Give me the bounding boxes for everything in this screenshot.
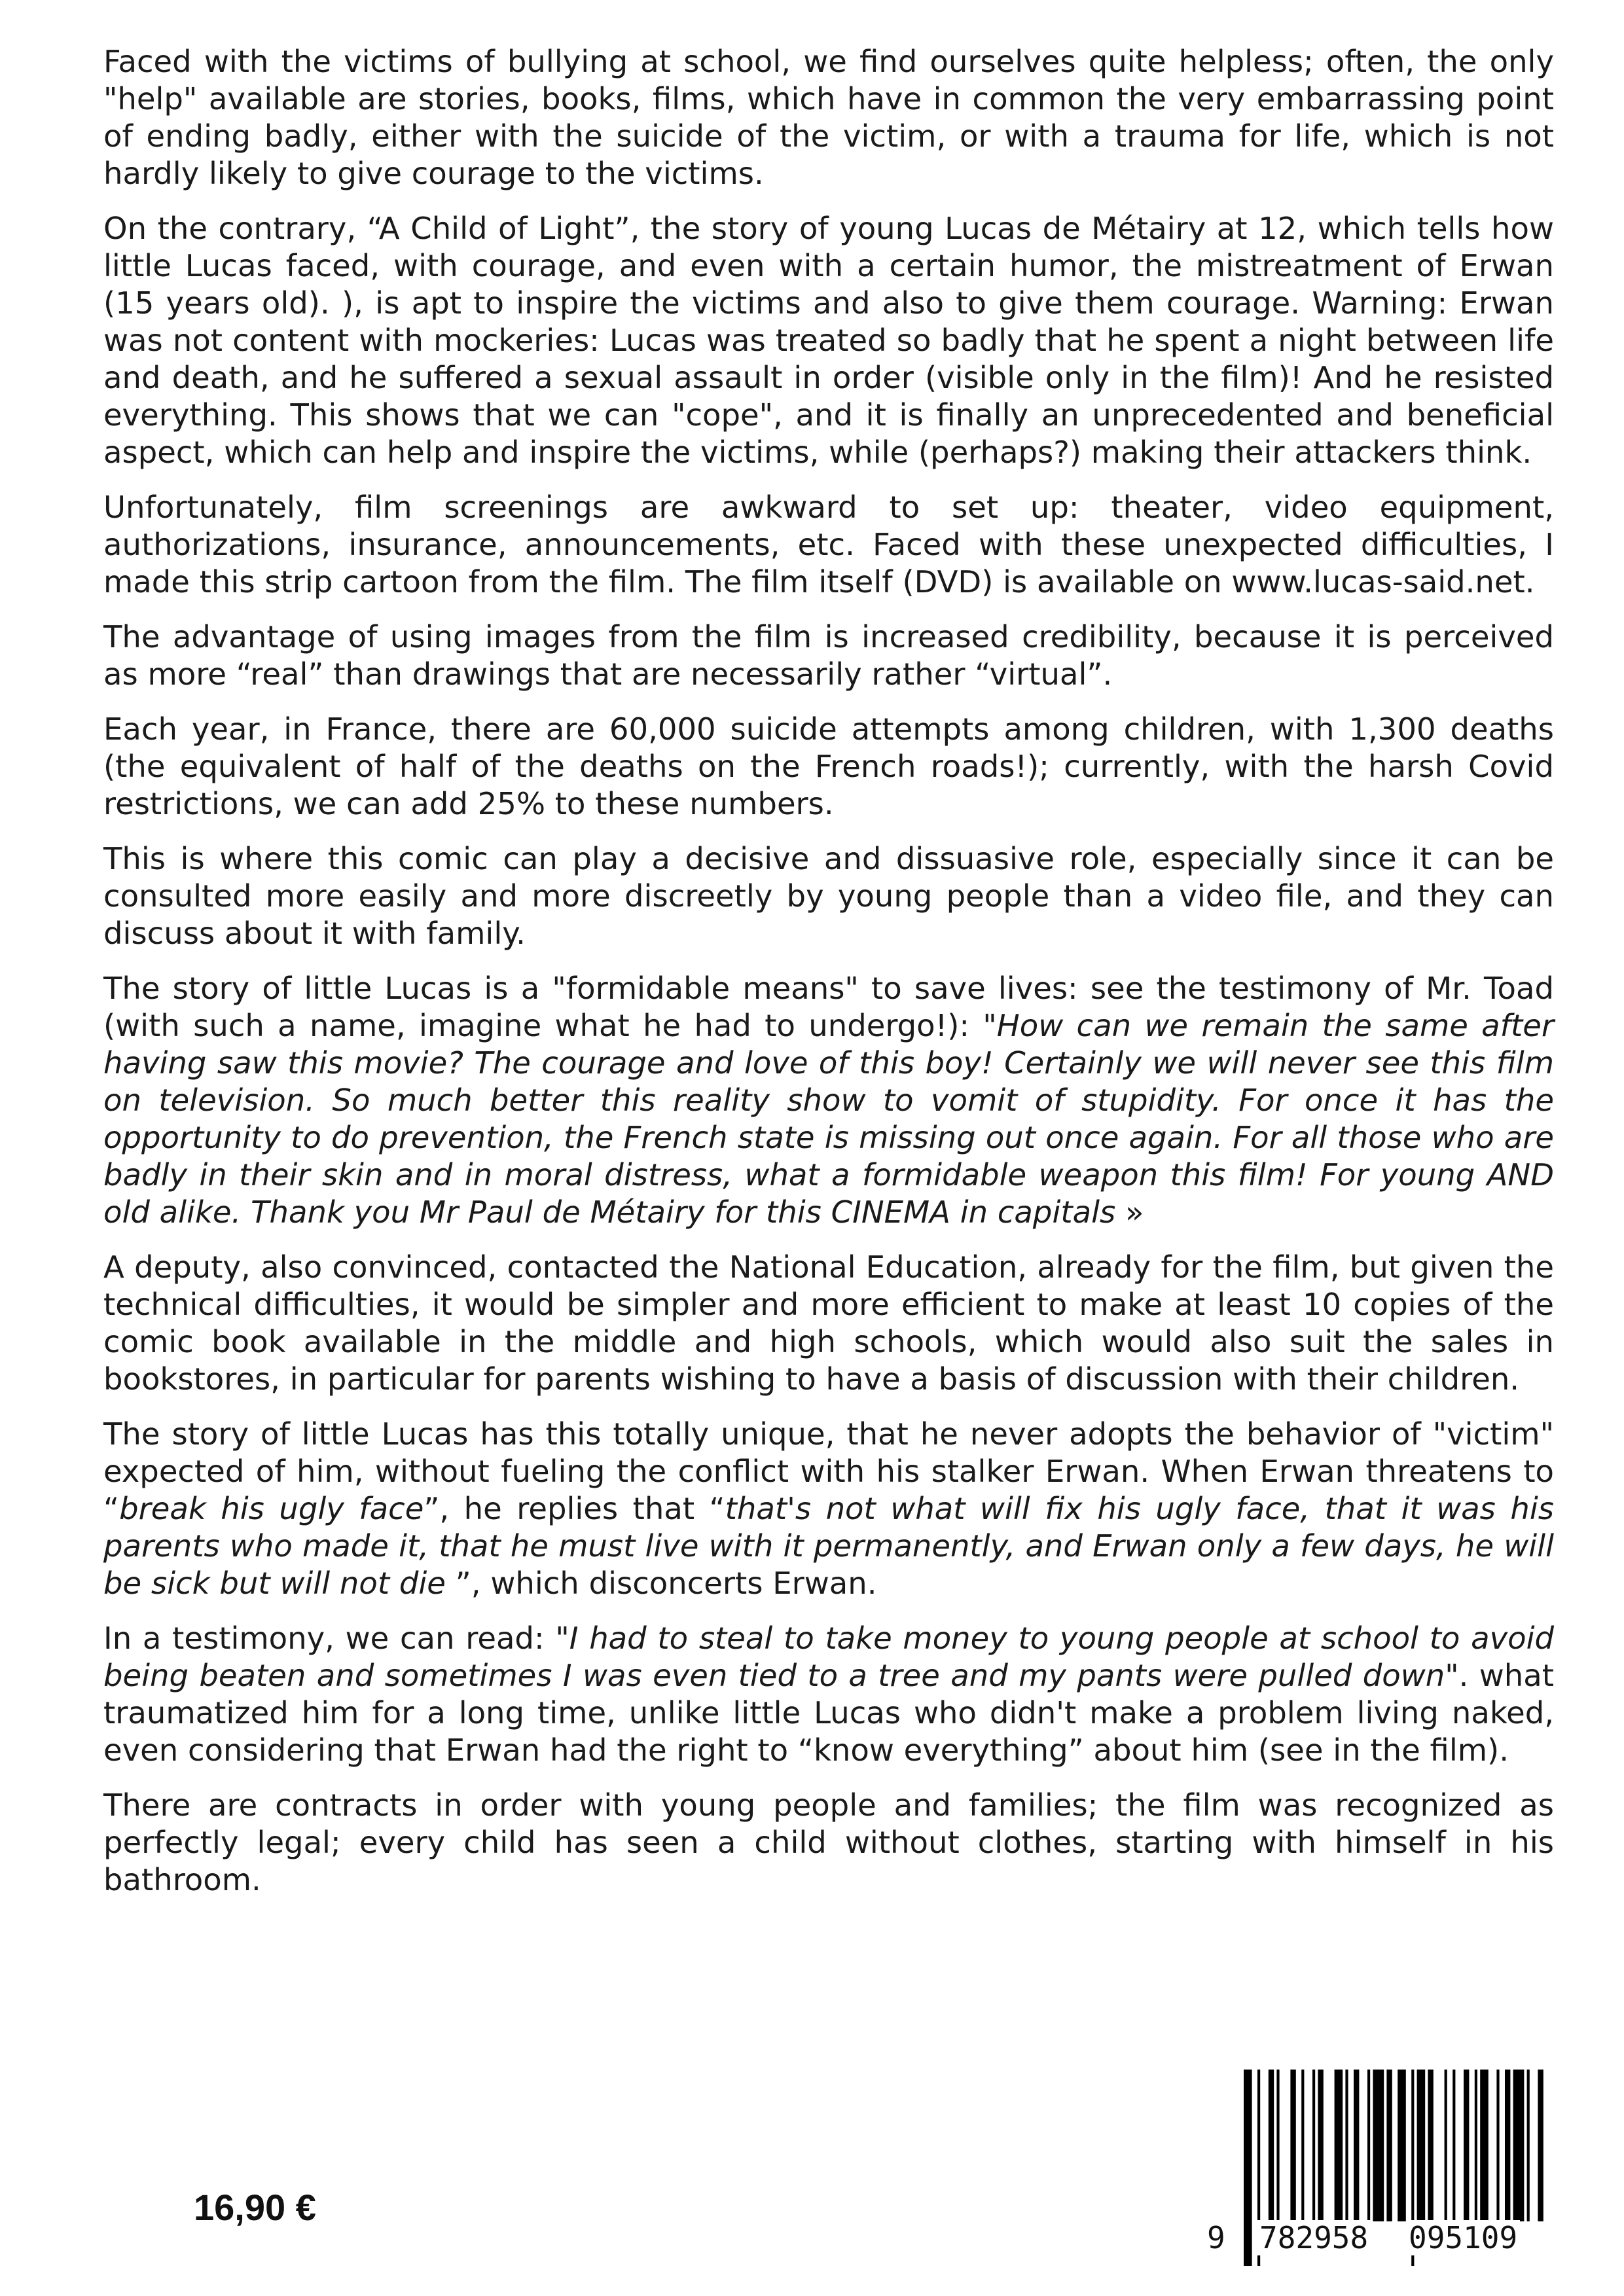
barcode-digits [1207, 2220, 1554, 2259]
paragraph-text: A deputy, also convinced, contacted the National Education, already for the film, but given the technical difficulties, it would be simpler and more efficient to make at least 10 copies of the comic book available in the middle and high schools, which would also suit the sales in bookstores, in particular for parents wishing to have a basis of discussion with their children. [103, 1249, 1554, 1397]
barcode-bar [1318, 2070, 1323, 2221]
paragraph [103, 1416, 1554, 1602]
barcode-bar [1312, 2070, 1315, 2221]
barcode-digit-first: 9 [1204, 2220, 1228, 2255]
barcode-group-left: 782958 [1257, 2220, 1371, 2255]
quote-text: I had to steal to take money to young people at school to avoid being beaten and sometimes I was even tied to a tree and my pants were pulled down [103, 1621, 1555, 1693]
paragraph [103, 1249, 1554, 1398]
barcode-group-right: 095109 [1406, 2220, 1520, 2255]
paragraph-text: ”, he replies that “ [424, 1491, 725, 1526]
paragraph-text: On the contrary, “A Child of Light”, the story of young Lucas de Métairy at 12, which tells how little Lucas faced, with courage, and even with a certain humor, the mistreatment of Erwan (15 years old). ), is apt to inspire the victims and also to give them courage. Warning: Erwan was not content with mockeries: Lucas was treated so badly that he spent a night between life and death, and he suffered a sexual assault in order (visible only in the film)! And he resisted everything. This shows that we can "cope", and it is finally an unprecedented and beneficial aspect, which can help and inspire the victims, while (perhaps?) making their attackers think. [103, 211, 1554, 470]
quote-text: break his ugly face [119, 1491, 424, 1526]
paragraph-text: ”, which disconcerts Erwan. [445, 1566, 877, 1601]
paragraph [103, 970, 1554, 1231]
barcode-bar [1453, 2070, 1455, 2221]
barcode-bar [1445, 2070, 1447, 2221]
quote-text: that's not what will fix his ugly face, that it was his parents who made it, that he must live with it permanently, and Erwan only a few days, he will be sick but will not die [103, 1491, 1554, 1601]
barcode-bar [1496, 2070, 1499, 2221]
paragraph [103, 489, 1554, 601]
paragraph [103, 1620, 1554, 1769]
paragraph [103, 210, 1554, 471]
paragraph-text: » [1115, 1194, 1144, 1230]
paragraph [103, 619, 1554, 693]
barcode-bar [1398, 2070, 1406, 2221]
paragraph-text: Faced with the victims of bullying at school, we find ourselves quite helpless; often, the only "help" available are stories, books, films, which have in common the very embarrassing point of ending badly, either with the suicide of the victim, or with a trauma for life, which is not hardly likely to give courage to the victims. [103, 44, 1554, 191]
barcode-bar [1354, 2070, 1359, 2221]
paragraph-text: There are contracts in order with young people and families; the film was recognized as perfectly legal; every child has seen a child without clothes, starting with himself in his bathroom. [103, 1787, 1554, 1897]
barcode-bar [1335, 2070, 1343, 2221]
paragraph-text: The story of little Lucas is a "formidable means" to save lives: see the testimony of Mr. Toad (with such a name, imagine what he had to undergo!): " [103, 971, 1554, 1043]
paragraph-text: The advantage of using images from the film is increased credibility, because it is perceived as more “real” than drawings that are necessarily rather “virtual”. [103, 619, 1554, 692]
barcode-bar [1527, 2070, 1530, 2221]
paragraph-text: In a testimony, we can read: " [103, 1621, 569, 1656]
barcode-bar [1290, 2070, 1295, 2221]
barcode-bar [1505, 2070, 1510, 2221]
paragraph-text: Unfortunately, film screenings are awkward to set up: theater, video equipment, authorizations, insurance, announcements, etc. Faced with these unexpected difficulties, I made this strip cartoon from the film. The film itself (DVD) is available on www.lucas-said.net. [103, 490, 1554, 600]
barcode-bar [1386, 2070, 1392, 2221]
paragraph [103, 711, 1554, 823]
back-cover-text [103, 43, 1554, 1916]
paragraph-text: Each year, in France, there are 60,000 suicide attempts among children, with 1,300 deaths (the equivalent of half of the deaths on the French roads!); currently, with the harsh Covid restrictions, we can add 25% to these numbers. [103, 711, 1554, 821]
barcode-bar [1538, 2070, 1543, 2221]
barcode-bar [1464, 2070, 1469, 2221]
paragraph-text: This is where this comic can play a decisive and dissuasive role, especially since it can be consulted more easily and more discreetly by young people than a video file, and they can discuss about it with family. [103, 841, 1554, 951]
barcode-bar [1345, 2070, 1348, 2221]
quote-text: How can we remain the same after having saw this movie? The courage and love of this boy! Certainly we will never see this film on television. So much better this reality show to vomit of stupidity. For once it has the opportunity to do prevention, the French state is missing out once again. For all those who are badly in their skin and in moral distress, what a formidable weapon this film! For young AND old alike. Thank you Mr Paul de Métairy for this CINEMA in capitals [103, 1008, 1555, 1230]
paragraph [103, 1787, 1554, 1899]
barcode-bar [1513, 2070, 1525, 2221]
barcode-bar [1428, 2070, 1433, 2221]
price-label: 16,90 € [194, 2187, 316, 2228]
paragraph-text: The story of little Lucas has this totally unique, that he never adopts the behavior of "victim" expected of him, without fueling the conflict with his stalker Erwan. When Erwan threatens to “ [103, 1416, 1554, 1526]
barcode-bar [1269, 2070, 1274, 2221]
barcode-bar [1301, 2070, 1304, 2221]
barcode-bar [1417, 2070, 1426, 2221]
paragraph [103, 840, 1554, 952]
barcode-bar [1475, 2070, 1477, 2221]
barcode-bar [1367, 2070, 1370, 2221]
barcode-bar [1480, 2070, 1489, 2221]
paragraph-text: ". what traumatized him for a long time, unlike little Lucas who didn't make a problem living naked, even considering that Erwan had the right to “know everything” about him (see in the film). [103, 1658, 1554, 1768]
barcode-bar [1373, 2070, 1384, 2221]
paragraph [103, 43, 1554, 192]
barcode-bar [1276, 2070, 1279, 2221]
